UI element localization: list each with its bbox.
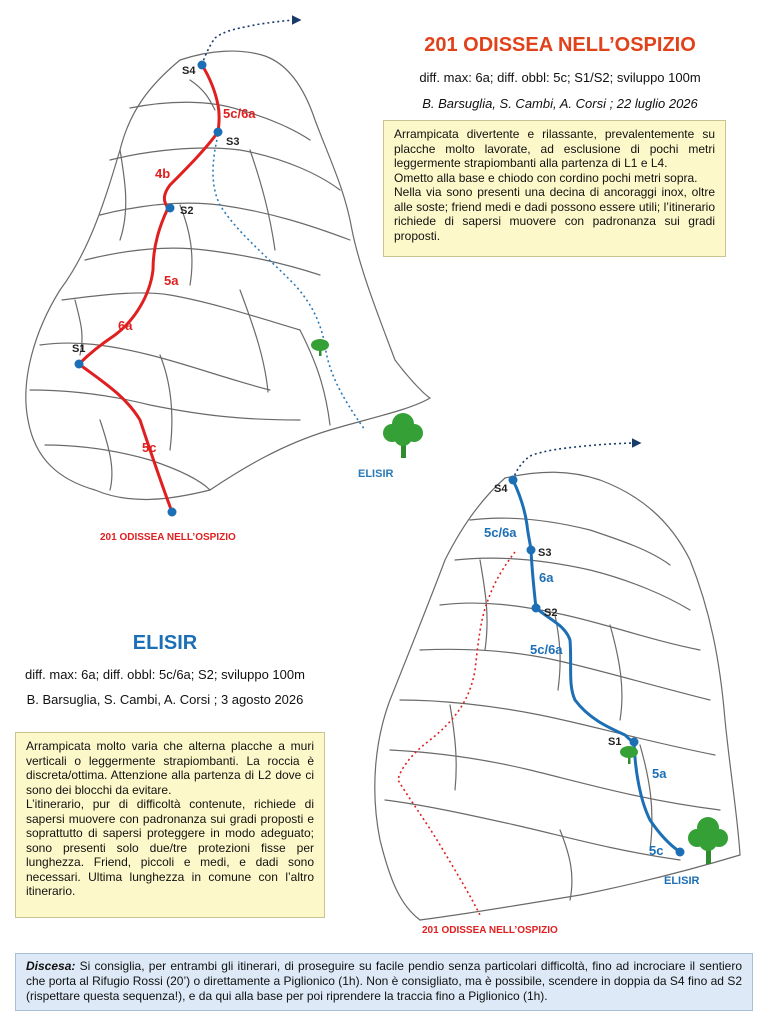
topo2-station-s3-label: S3 <box>538 547 552 559</box>
topo2-station-s2-label: S2 <box>544 607 558 619</box>
topo1-base-dot <box>168 508 177 517</box>
topo1-grade-l2: 5a <box>164 273 179 288</box>
topo2-grade-l1b: 5a <box>652 766 667 781</box>
descent-text: Si consiglia, per entrambi gli itinerari, di proseguire su facile pendio senza particolari difficoltà, fino ad incrociare il sentiero che porta al Rifugio Rossi (20’) o direttamente a Piglionico (1h). Non è consigliato, ma è possibile, scendere in doppia da S4 fino ad S2 (rispettare questa sequenza!), e da qui alla base per poi riprendere la traccia fino a Piglionico (1h). <box>26 959 742 1003</box>
route1-description-p1: Arrampicata divertente e rilassante, prevalentemente su placche molto lavorate, ad esclusione di pochi metri leggermente strapiombanti alla partenza di L1 e L4. <box>394 127 715 170</box>
topo2-station-s1-label: S1 <box>608 736 622 748</box>
topo2-station-s2-dot <box>532 604 541 613</box>
topo2-main-route-line <box>513 480 680 852</box>
topo1-station-s2-dot <box>166 204 175 213</box>
topo1-route-label: 201 ODISSEA NELL’OSPIZIO <box>100 532 236 543</box>
route1-description-box <box>383 120 726 257</box>
topo1-station-s3-dot <box>214 128 223 137</box>
topo2-large-tree-icon <box>688 817 728 864</box>
route2-description-box <box>15 732 325 918</box>
route1-stats: diff. max: 6a; diff. obbl: 5c; S1/S2; sviluppo 100m <box>419 70 701 85</box>
topo1-station-s2-label: S2 <box>180 205 194 217</box>
descent-label: Discesa: <box>26 959 76 973</box>
topo1-elisir-dotted-path <box>213 135 365 430</box>
topo1-station-s4-label: S4 <box>182 65 196 77</box>
route2-stats: diff. max: 6a; diff. obbl: 5c/6a; S2; sviluppo 100m <box>25 667 305 682</box>
topo2-grade-l3: 6a <box>539 570 554 585</box>
topo2-station-s4-label: S4 <box>494 483 508 495</box>
topo1-station-s3-label: S3 <box>226 136 240 148</box>
topo1-elisir-label: ELISIR <box>358 468 394 480</box>
topo2-station-s1-dot <box>630 738 639 747</box>
descent-box <box>15 953 753 1011</box>
topo1-large-tree-icon <box>383 413 423 458</box>
topo1-grade-l4: 5c/6a <box>223 106 256 121</box>
route1-description-p3: Nella via sono presenti una decina di ancoraggi inox, oltre alle soste; friend medi e dadi possono essere utili; l’itinerario richiede di sapersi muovere con padronanza sui gradi proposti. <box>394 185 715 243</box>
topo1-grade-l3: 4b <box>155 166 171 181</box>
route2-authors: B. Barsuglia, S. Cambi, A. Corsi ; 3 agosto 2026 <box>26 692 304 707</box>
topo2-grade-l2: 5c/6a <box>530 642 563 657</box>
route1-authors: B. Barsuglia, S. Cambi, A. Corsi ; 22 luglio 2026 <box>422 96 698 111</box>
topo2-grade-l1: 5c <box>649 843 664 858</box>
topo2-odissea-label: 201 ODISSEA NELL’OSPIZIO <box>422 925 558 936</box>
topo2-rock-sketch <box>375 472 740 920</box>
topo2-station-s4-dot <box>509 476 518 485</box>
topo1-small-tree-icon <box>311 339 329 356</box>
topo1-station-s1-dot <box>75 360 84 369</box>
route2-title: ELISIR <box>132 632 198 654</box>
route1-title: 201 ODISSEA NELL’OSPIZIO <box>424 34 696 56</box>
topo1-station-s4-dot <box>198 61 207 70</box>
route2-description-p1: Arrampicata molto varia che alterna placche a muri verticali o leggermente strapiombanti. La roccia è discreta/ottima. Attenzione alla partenza di L2 dove ci sono dei blocchi da evitare. <box>26 739 314 797</box>
topo1-grade-l1: 5c <box>142 440 157 455</box>
route2-description-p2: L’itinerario, pur di difficoltà contenute, richiede di sapersi muovere con padronanza sui gradi proposti e soprattutto di sapersi proteggere in modo adeguato; sono presenti solo due/tre protezioni fisse per lunghezza. Friend, piccoli e medi, e dadi sono necessari. Ultima lunghezza in comune con l’altro itinerario. <box>26 797 314 898</box>
topo1-station-s1-label: S1 <box>72 343 86 355</box>
route1-description-p2: Ometto alla base e chiodo con cordino pochi metri sopra. <box>394 170 698 185</box>
topo1-grade-l1b: 6a <box>118 318 133 333</box>
topo2-odissea-dotted-path <box>398 552 515 915</box>
topo1-exit-dotted-path <box>202 20 300 65</box>
topo2-station-s3-dot <box>527 546 536 555</box>
topo2-grade-l4: 5c/6a <box>484 525 517 540</box>
topo2-route-label: ELISIR <box>664 875 700 887</box>
topo2-base-dot <box>676 848 685 857</box>
